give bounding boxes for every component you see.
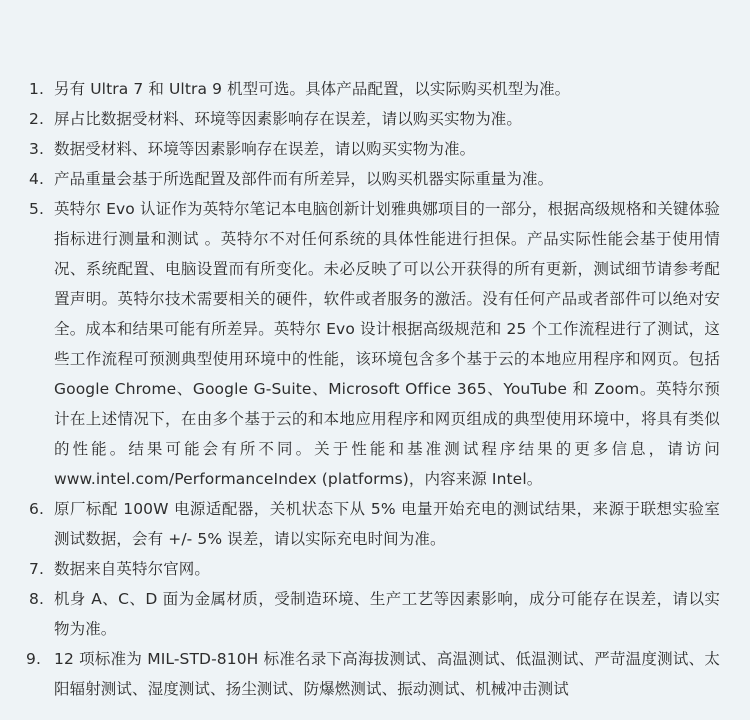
footnote-number: 3. <box>29 140 44 158</box>
footnote-text: 产品重量会基于所选配置及部件而有所差异，以购买机器实际重量为准。 <box>54 170 554 188</box>
footnote-text: 12 项标准为 MIL-STD-810H 标准名录下高海拔测试、高温测试、低温测试、严苛温度测试、太阳辐射测试、湿度测试、扬尘测试、防爆燃测试、振动测试、机械冲击测试 <box>54 650 720 698</box>
footnote-item <box>0 494 750 554</box>
footnote-number: 6. <box>29 500 44 518</box>
footnote-item <box>0 164 750 194</box>
footnote-text: 数据来自英特尔官网。 <box>54 560 211 578</box>
footnote-number: 8. <box>29 590 44 608</box>
footnote-text: 原厂标配 100W 电源适配器，关机状态下从 5% 电量开始充电的测试结果，来源于联想实验室测试数据，会有 +/- 5% 误差，请以实际充电时间为准。 <box>54 500 720 548</box>
footnote-text: 英特尔 Evo 认证作为英特尔笔记本电脑创新计划雅典娜项目的一部分，根据高级规格和关键体验指标进行测量和测试 。英特尔不对任何系统的具体性能进行担保。产品实际性能会基于使用情况、系统配置、电脑设置而有所变化。未必反映了可以公开获得的所有更新，测试细节请参考配置声明。英特尔技术需要相关的硬件，软件或者服务的激活。没有任何产品或者部件可以绝对安全。成本和结果可能有所差异。英特尔 Evo 设计根据高级规范和 25 个工作流程进行了测试，这些工作流程可预测典型使用环境中的性能，该环境包含多个基于云的本地应用程序和网页。包括 Google Chrome、Google G-Suite、Microsoft Office 365、YouTube 和 Zoom。英特尔预计在上述情况下，在由多个基于云的和本地应用程序和网页组成的典型使用环境中，将具有类似的性能。结果可能会有所不同。关于性能和基准测试程序结果的更多信息，请访问 www.intel.com/PerformanceIndex (platforms)，内容来源 Intel。 <box>54 200 720 488</box>
footnote-item <box>0 104 750 134</box>
footnotes-list <box>0 74 750 704</box>
footnote-number: 9. <box>26 650 41 668</box>
footnote-number: 1. <box>29 80 44 98</box>
footnote-item <box>0 134 750 164</box>
footnote-item <box>0 194 750 494</box>
footnote-number: 5. <box>29 200 44 218</box>
footnote-item <box>0 554 750 584</box>
footnote-item <box>0 74 750 104</box>
footnote-item <box>0 644 750 704</box>
footnote-text: 数据受材料、环境等因素影响存在误差，请以购买实物为准。 <box>54 140 476 158</box>
footnote-text: 屏占比数据受材料、环境等因素影响存在误差，请以购买实物为准。 <box>54 110 523 128</box>
footnote-text: 机身 A、C、D 面为金属材质，受制造环境、生产工艺等因素影响，成分可能存在误差，请以实物为准。 <box>54 590 720 638</box>
footnote-text: 另有 Ultra 7 和 Ultra 9 机型可选。具体产品配置，以实际购买机型为准。 <box>54 80 571 98</box>
footnote-number: 7. <box>29 560 44 578</box>
footnote-item <box>0 584 750 644</box>
footnote-number: 2. <box>29 110 44 128</box>
footnote-number: 4. <box>29 170 44 188</box>
